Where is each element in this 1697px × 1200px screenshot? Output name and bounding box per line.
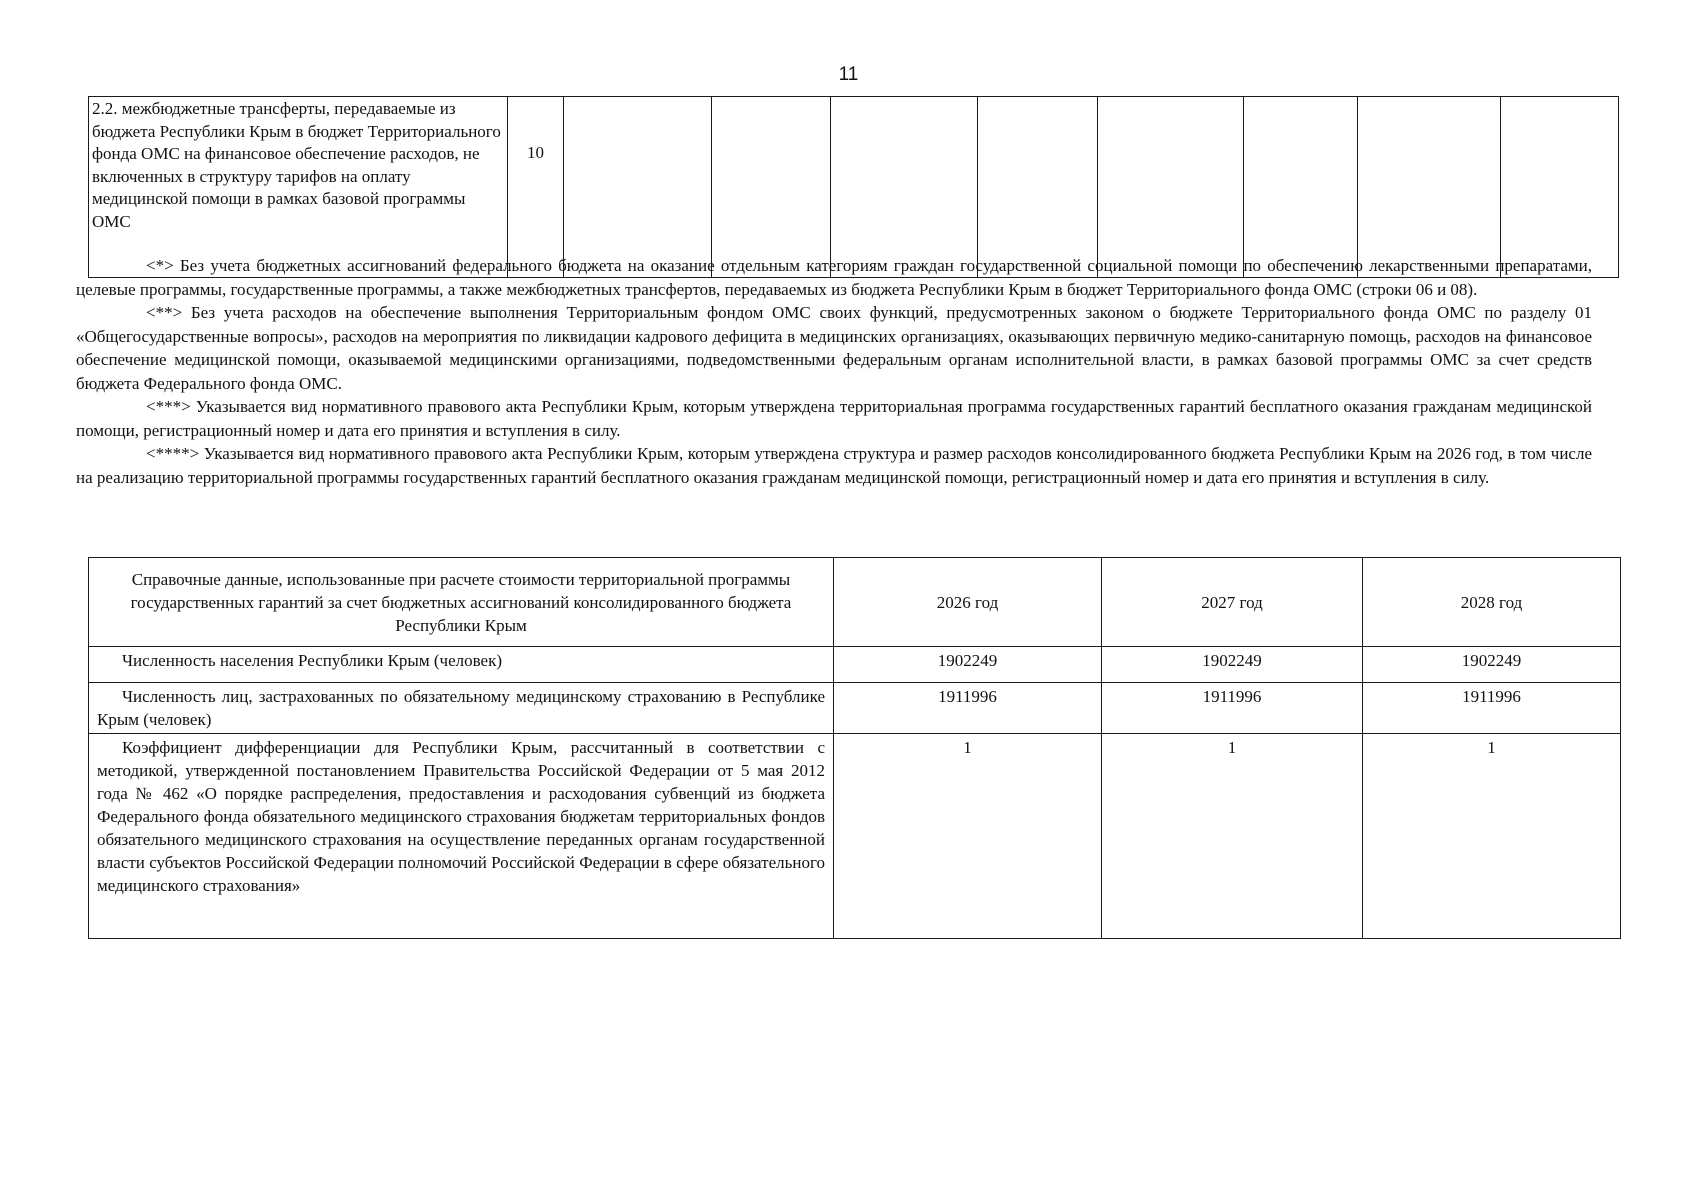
- value-cell: 1: [1363, 734, 1621, 939]
- value-cell: 1902249: [1102, 647, 1363, 683]
- table-row: [89, 647, 1621, 683]
- value-cell: 1911996: [1363, 683, 1621, 734]
- header-year-2028: 2028 год: [1363, 558, 1621, 647]
- table-row: [89, 734, 1621, 939]
- row-label-insured: Численность лиц, застрахованных по обязательному медицинскому страхованию в Республике Крым (человек): [89, 683, 834, 734]
- value-cell: 1902249: [1363, 647, 1621, 683]
- footnote: <****> Указывается вид нормативного правового акта Республики Крым, которым утверждена структура и размер расходов консолидированного бюджета Республики Крым на 2026 год, в том числе на реализацию территориальной программы государственных гарантий бесплатного оказания гражданам медицинской помощи, регистрационный номер и дата его принятия и вступления в силу.: [76, 444, 1592, 487]
- budget-table-continuation: [88, 96, 1619, 278]
- footnote: <***> Указывается вид нормативного правового акта Республики Крым, которым утверждена территориальная программа государственных гарантий бесплатного оказания гражданам медицинской помощи, регистрационный номер и дата его принятия и вступления в силу.: [76, 397, 1592, 440]
- value-cell: 1911996: [834, 683, 1102, 734]
- table-row: [89, 97, 1619, 278]
- empty-cell: [831, 97, 978, 278]
- empty-cell: [978, 97, 1098, 278]
- empty-cell: [1244, 97, 1358, 278]
- empty-cell: [712, 97, 831, 278]
- value-cell: 1: [834, 734, 1102, 939]
- header-year-2026: 2026 год: [834, 558, 1102, 647]
- empty-cell: [1501, 97, 1619, 278]
- footnote: <**> Без учета расходов на обеспечение выполнения Территориальным фондом ОМС своих функций, предусмотренных законом о бюджете Территориального фонда ОМС по разделу 01 «Общегосударственные вопросы», расходов на мероприятия по ликвидации кадрового дефицита в медицинских организациях, оказывающих первичную медико-санитарную помощь, расходов на финансовое обеспечение медицинской помощи, оказываемой медицинскими организациями, подведомственными федеральным органам исполнительной власти, в рамках базовой программы ОМС за счет средств бюджета Федерального фонда ОМС.: [76, 303, 1592, 393]
- empty-cell: [564, 97, 712, 278]
- value-cell: 1902249: [834, 647, 1102, 683]
- reference-data-table: [88, 557, 1621, 939]
- row-number: 10: [508, 97, 564, 278]
- empty-cell: [1098, 97, 1244, 278]
- table-header-row: [89, 558, 1621, 647]
- header-year-2027: 2027 год: [1102, 558, 1363, 647]
- row-label-coefficient: Коэффициент дифференциации для Республики Крым, рассчитанный в соответствии с методикой, утвержденной постановлением Правительства Российской Федерации от 5 мая 2012 года № 462 «О порядке распределения, предоставления и расходования субвенций из бюджета Федерального фонда обязательного медицинского страхования бюджетам территориальных фондов обязательного медицинского страхования на осуществление переданных органам государственной власти субъектов Российской Федерации полномочий Российской Федерации в сфере обязательного медицинского страхования»: [89, 734, 834, 939]
- empty-cell: [1358, 97, 1501, 278]
- footnote: <*> Без учета бюджетных ассигнований федерального бюджета на оказание отдельным категориям граждан государственной социальной помощи по обеспечению лекарственными препаратами, целевые программы, государственные программы, а также межбюджетных трансфертов, передаваемых из бюджета Республики Крым в бюджет Территориального фонда ОМС (строки 06 и 08).: [76, 256, 1592, 299]
- page-number: 11: [838, 64, 859, 85]
- header-description: Справочные данные, использованные при расчете стоимости территориальной программы государственных гарантий за счет бюджетных ассигнований консолидированного бюджета Республики Крым: [89, 558, 834, 647]
- row-label-population: Численность населения Республики Крым (человек): [89, 647, 834, 683]
- footnotes: [76, 254, 1592, 489]
- row-description: 2.2. межбюджетные трансферты, передаваемые из бюджета Республики Крым в бюджет Территориального фонда ОМС на финансовое обеспечение расходов, не включенных в структуру тарифов на оплату медицинской помощи в рамках базовой программы ОМС: [89, 97, 508, 278]
- value-cell: 1911996: [1102, 683, 1363, 734]
- table-row: [89, 683, 1621, 734]
- value-cell: 1: [1102, 734, 1363, 939]
